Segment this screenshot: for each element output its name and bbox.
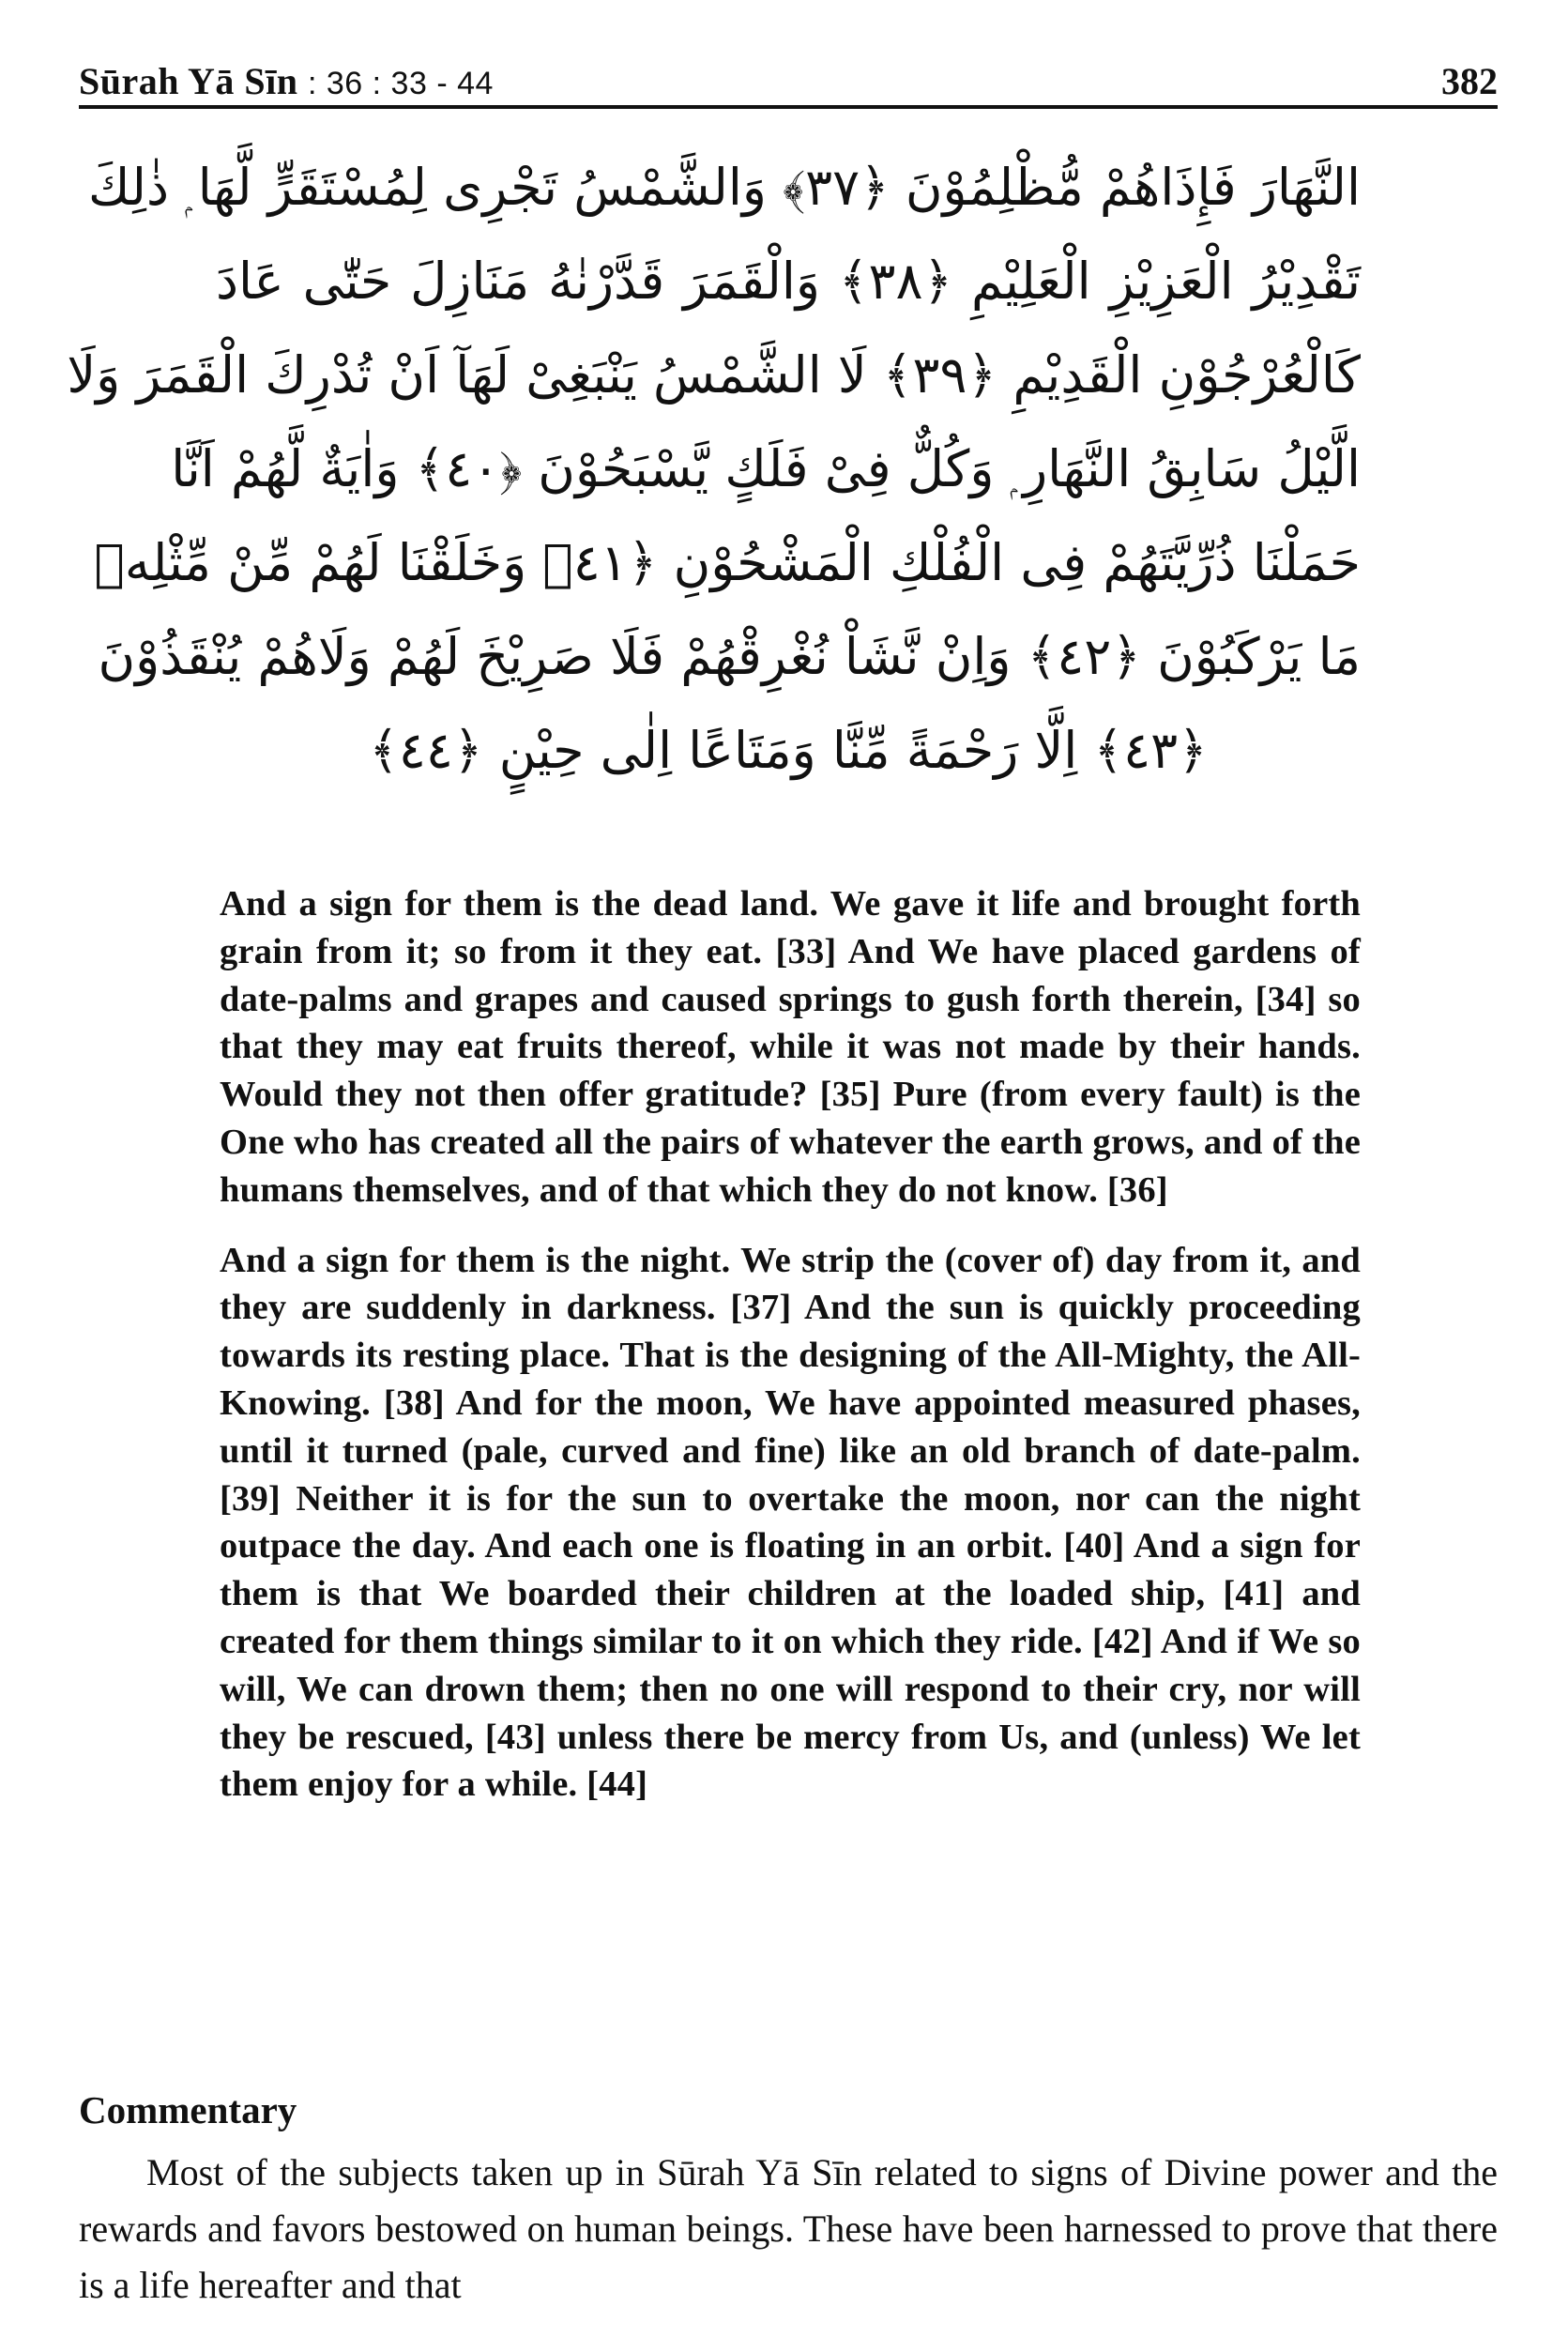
translation-paragraph: And a sign for them is the night. We strip the (cover of) day from it, and they are suddenly in darkness. [37] And the sun is quickly proceeding towards its resting place. That is the designing of the All-Mighty, the All-Knowing. [38] And for the moon, We have appointed measured phases, until it turned (pale, curved and fine) like an old branch of date-palm. [39] Neither it is for the sun to overtake the moon, nor can the night outpace the day. And each one is floating in an orbit. [40] And a sign for them is that We boarded their children at the loaded ship, [41] and created for them things similar to it on which they ride. [42] And if We so will, We can drown them; then no one will respond to their cry, nor will they be rescued, [43] unless there be mercy from Us, and (unless) We let them enjoy for a while. [44] [220, 1240, 1361, 1805]
arabic-verses [67, 141, 1361, 873]
arabic-line: تَقْدِيْرُ الْعَزِيْزِ الْعَلِيْمِ ﴿٣٨﴾ وَالْقَمَرَ قَدَّرْنٰهُ مَنَازِلَ حَتّٰى عَادَ [216, 252, 1361, 311]
arabic-line: مَا يَرْكَبُوْنَ ﴿٤٢﴾ وَاِنْ نَّشَاْ نُغْرِقْهُمْ فَلَا صَرِيْخَ لَهُمْ وَلَاهُمْ يُنْقَذُوْنَ [98, 627, 1361, 686]
surah-name: Sūrah Yā Sīn [79, 60, 298, 102]
translation-paragraph: And a sign for them is the dead land. We gave it life and brought forth grain from it; so from it they eat. [33] And We have placed gardens of date-palms and grapes and caused springs to gush forth therein, [34] so that they may eat fruits thereof, while it was not made by their hands. Would they not then offer gratitude? [35] Pure (from every fault) is the One who has created all the pairs of whatever the earth grows, and of the humans themselves, and of that which they do not know. [36] [220, 884, 1361, 1210]
header-divider [79, 105, 1498, 109]
page-number: 382 [1441, 60, 1498, 102]
arabic-line: حَمَلْنَا ذُرِّيَّتَهُمْ فِى الْفُلْكِ الْمَشْحُوْنِ ﴿٤١﴾ وَخَلَقْنَا لَهُمْ مِّنْ مِّثْلِهٖ [94, 533, 1361, 592]
arabic-line: ﴿٤٣﴾ اِلَّا رَحْمَةً مِّنَّا وَمَتَاعًا اِلٰى حِيْنٍ ﴿٤٤﴾ [369, 721, 1208, 780]
arabic-line: كَالْعُرْجُوْنِ الْقَدِيْمِ ﴿٣٩﴾ لَا الشَّمْسُ يَنْبَغِىْ لَهَآ اَنْ تُدْرِكَ الْقَمَرَ وَلَا [67, 345, 1361, 405]
arabic-line: الَّيْلُ سَابِقُ النَّهَارِ ۭ وَكُلٌّ فِىْ فَلَكٍ يَّسْبَحُوْنَ ﴿٤٠﴾ وَاٰيَةٌ لَّهُمْ اَنَّا [171, 439, 1361, 498]
running-header [79, 45, 1498, 103]
translation-block [220, 880, 1361, 1831]
arabic-line: النَّهَارَ فَإِذَاهُمْ مُّظْلِمُوْنَ ﴿٣٧﴾ وَالشَّمْسُ تَجْرِى لِمُسْتَقَرٍّ لَّهَا ۭ ذٰلِكَ [88, 158, 1361, 217]
commentary-heading: Commentary [79, 2088, 297, 2131]
running-header-title [79, 59, 494, 103]
verse-reference: : 36 : 33 - 44 [308, 66, 494, 101]
commentary-body: Most of the subjects taken up in Sūrah Yā Sīn related to signs of Divine power and the rewards and favors bestowed on human beings. These have been harnessed to prove that there is a life hereafter and that [79, 2151, 1498, 2306]
